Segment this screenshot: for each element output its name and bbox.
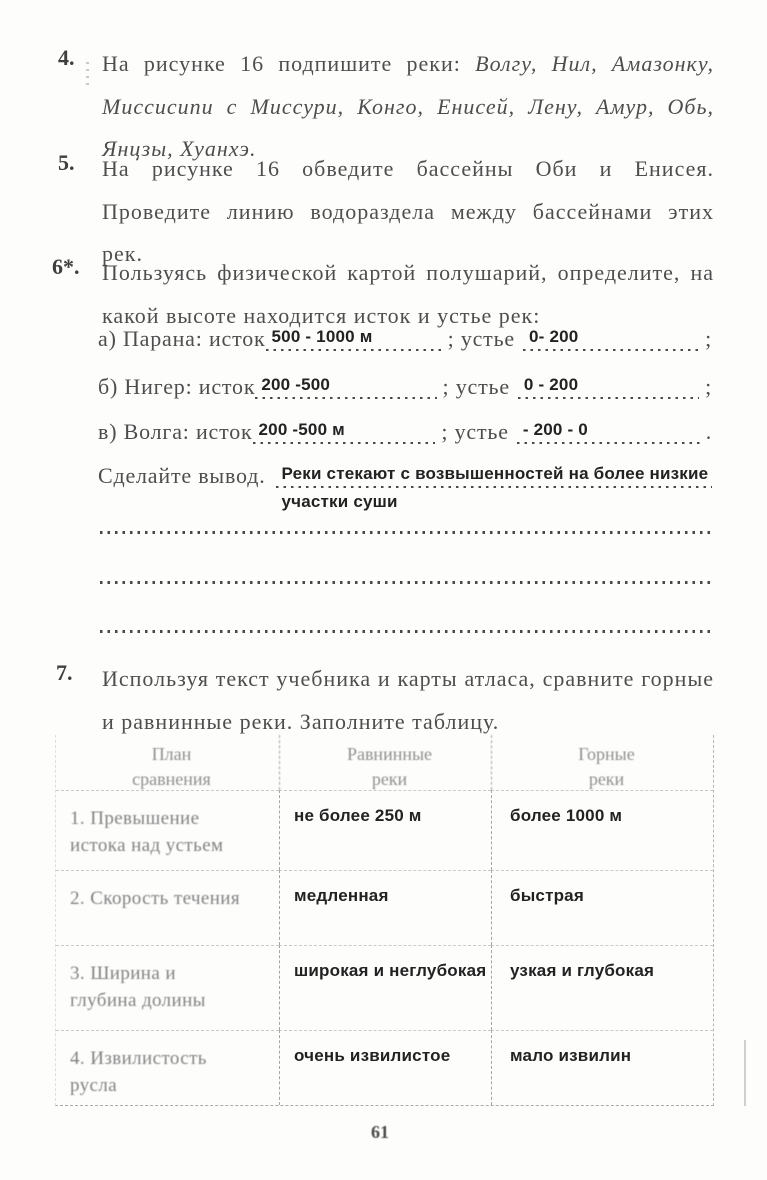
volga-source-answer: 200 -500 м (258, 420, 345, 439)
table-cell-mountain-4: мало извилин (491, 1030, 713, 1105)
table-cell-plain-4: очень извилистое (279, 1030, 491, 1105)
table-header-plain-rivers: Равнинные реки (279, 735, 491, 790)
page-number: 61 (371, 1122, 389, 1142)
parana-label: а) Парана: исток (98, 326, 266, 351)
conclusion-label: Сделайте вывод. (98, 463, 266, 488)
table-cell-plan-1: 1. Превышение истока над устьем (56, 790, 279, 870)
volga-mouth-answer: - 200 - 0 (522, 420, 588, 439)
niger-label: б) Нигер: исток (98, 374, 256, 399)
table-header-plan: План сравнения (132, 744, 211, 789)
table-cell-mountain-2: быстрая (491, 870, 713, 945)
niger-source-answer: 200 -500 (261, 375, 331, 394)
niger-mouth-label: ; устье (442, 374, 510, 399)
item-5-text: На рисунке 16 обведите бассейны Оби и Енисея. Проведите линию водораздела между бассейнами этих рек. (102, 156, 714, 266)
table-cell-plain-1: не более 250 м (279, 790, 491, 870)
item-6-number: 6*. (52, 254, 80, 279)
fill-row-niger (98, 367, 712, 400)
item-5-number: 5. (58, 150, 75, 175)
niger-mouth-answer: 0 - 200 (523, 375, 579, 394)
volga-mouth-blank (517, 412, 700, 445)
item-4-number: 4. (58, 45, 75, 70)
scan-artifact (86, 62, 89, 90)
table-cell-plan-4: 4. Извилистость русла (56, 1030, 279, 1105)
parana-mouth-blank (523, 319, 699, 352)
table-cell-plan-3: 3. Ширина и глубина долины (56, 945, 279, 1030)
table-cell-mountain-3: узкая и глубокая (491, 945, 713, 1030)
niger-source-blank (255, 367, 436, 400)
fill-row-parana (98, 319, 712, 352)
parana-source-answer: 500 - 1000 м (271, 327, 373, 346)
fill-row-volga (98, 412, 712, 445)
empty-answer-line (100, 581, 712, 584)
item-4-lead: На рисунке 16 подпишите реки: (102, 51, 476, 76)
parana-source-blank (266, 319, 442, 352)
scan-artifact (744, 1040, 746, 1106)
empty-answer-line (100, 531, 712, 534)
item-4-river-names: Волгу, Нил, Амазонку, Миссисипи с Миссури, Конго, Енисей, Лену, Амур, Обь, Янцзы, Хуанхэ. (102, 51, 714, 161)
parana-mouth-label: ; устье (447, 326, 515, 351)
niger-endmark: ; (705, 374, 712, 399)
volga-mouth-label: ; устье (441, 419, 509, 444)
comparison-table (55, 735, 714, 1106)
volga-endmark: . (705, 419, 713, 444)
item-6-text: Пользуясь физической картой полушарий, определите, на какой высоте находится исток и устье рек: (102, 260, 714, 328)
item-7-text: Используя текст учебника и карты атласа, сравните горные и равнинные реки. Заполните таблицу. (102, 666, 714, 734)
table-header-mountain-rivers: Горные реки (491, 735, 713, 790)
table-cell-plain-3: широкая и неглубокая (279, 945, 491, 1030)
parana-mouth-answer: 0- 200 (529, 327, 579, 346)
parana-endmark: ; (705, 326, 713, 351)
conclusion-answer-line1: Реки стекают с возвышенностей на более низкие (281, 464, 709, 483)
table-cell-mountain-1: более 1000 м (491, 790, 713, 870)
empty-answer-line (100, 630, 712, 633)
table-cell-plain-2: медленная (279, 870, 491, 945)
volga-source-blank (253, 412, 436, 445)
item-7-number: 7. (56, 660, 73, 685)
niger-mouth-blank (518, 367, 699, 400)
volga-label: в) Волга: исток (98, 419, 253, 444)
conclusion-row (98, 456, 712, 511)
table-cell-plan-2: 2. Скорость течения (56, 870, 279, 945)
conclusion-blank: Реки стекают с возвышенностей на более низкие участки суши (276, 456, 713, 489)
